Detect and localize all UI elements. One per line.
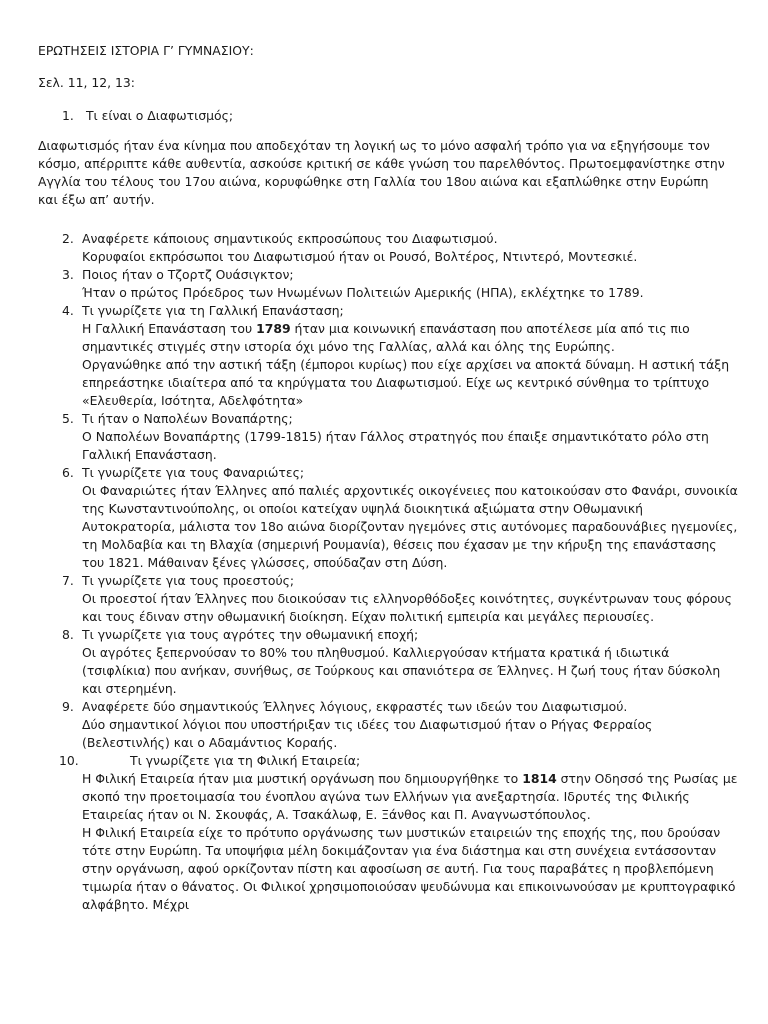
question-number: 8.	[62, 627, 74, 642]
answer-text: Οι αγρότες ξεπερνούσαν το 80% του πληθυσμού. Καλλιεργούσαν κτήματα κρατικά ή ιδιωτικά (τσιφλίκια) που ανήκαν, συνήθως, σε Τούρκους και σπανιότερα σε Έλληνες. Η ζωή τους ήταν δύσκολη και στερημένη.	[82, 645, 721, 696]
question-1	[62, 107, 233, 125]
question-number: 10.	[59, 753, 79, 768]
answer-year-bold: 1814	[522, 771, 557, 786]
answer-text	[82, 770, 738, 824]
list-item-q2	[38, 230, 738, 266]
list-item-q10	[38, 752, 738, 914]
question-list	[38, 230, 738, 914]
list-item-q4	[38, 302, 738, 410]
question-text: Τι είναι ο Διαφωτισμός;	[85, 108, 234, 123]
question-number: 3.	[62, 267, 74, 282]
answer-text: Οι Φαναριώτες ήταν Έλληνες από παλιές αρχοντικές οικογένειες που κατοικούσαν στο Φανάρι, συνοικία της Κωνσταντινούπολης, οι οποίοι κατείχαν υψηλά διοικητικά αξιώματα στην Οθωμανική Αυτοκρατορία, μάλιστα τον 18ο αιώνα διορίζονταν ηγεμόνες στις αυτόνομες παραδουνάβιες ηγεμονίες, τη Μολδαβία και τη Βλαχία (σημερινή Ρουμανία), θέσεις που έχασαν με την κήρυξη της επανάστασης του 1821. Μάθαιναν ξένες γλώσσες, σπούδαζαν στη Δύση.	[82, 483, 738, 570]
answer-text	[82, 320, 738, 356]
page-reference: Σελ. 11, 12, 13:	[38, 75, 135, 90]
list-item-q8	[38, 626, 738, 698]
question-number: 4.	[62, 303, 74, 318]
question-number: 1.	[62, 108, 74, 123]
answer-text: Ο Ναπολέων Βοναπάρτης (1799-1815) ήταν Γάλλος στρατηγός που έπαιξε σημαντικότατο ρόλο στη Γαλλική Επανάσταση.	[82, 429, 709, 462]
list-item-q6	[38, 464, 738, 572]
answer-text-part: Η Γαλλική Επανάσταση του	[82, 321, 257, 336]
question-text: Τι γνωρίζετε για τους Φαναριώτες;	[82, 465, 305, 480]
document-title: ΕΡΩΤΗΣΕΙΣ ΙΣΤΟΡΙΑ Γ’ ΓΥΜΝΑΣΙΟΥ:	[38, 43, 254, 58]
question-number: 9.	[62, 699, 74, 714]
answer-text: Δύο σημαντικοί λόγιοι που υποστήριξαν τις ιδέες του Διαφωτισμού ήταν ο Ρήγας Φερραίος (Βελεστινλής) και ο Αδαμάντιος Κοραής.	[82, 717, 653, 750]
question-text: Τι ήταν ο Ναπολέων Βοναπάρτης;	[82, 411, 293, 426]
list-item-q9	[38, 698, 738, 752]
list-item-q5	[38, 410, 738, 464]
question-number: 2.	[62, 231, 74, 246]
answer-text-part: ήταν μια κοινωνική επανάσταση που αποτέλεσε μία από τις πιο σημαντικές στιγμές στην ιστορία όχι μόνο της Γαλλίας, αλλά και όλης της Ευρώπης.	[82, 321, 690, 354]
answer-text: Η Φιλική Εταιρεία είχε το πρότυπο οργάνωσης των μυστικών εταιρειών της εποχής της, που δρούσαν τότε στην Ευρώπη. Τα υποψήφια μέλη δοκιμάζονταν για ένα διάστημα και στη συνέχεια εντάσσονταν στην οργάνωση, αφού ορκίζονταν πίστη και αφοσίωση σε αυτή. Για τους παραβάτες η προβλεπόμενη τιμωρία ήταν ο θάνατος. Οι Φιλικοί χρησιμοποιούσαν ψευδώνυμα και επικοινωνούσαν με κρυπτογραφικό αλφάβητο. Μέχρι	[82, 825, 736, 912]
question-text: Τι γνωρίζετε για τους προεστούς;	[82, 573, 295, 588]
question-text: Αναφέρετε κάποιους σημαντικούς εκπροσώπους του Διαφωτισμού.	[82, 231, 498, 246]
answer-text: Οι προεστοί ήταν Έλληνες που διοικούσαν τις ελληνορθόδοξες κοινότητες, συγκέντρωναν τους φόρους και τους έδιναν στην οθωμανική διοίκηση. Είχαν πολιτική εμπειρία και μεγάλες περιουσίες.	[82, 591, 732, 624]
question-text: Τι γνωρίζετε για τους αγρότες την οθωμανική εποχή;	[82, 627, 419, 642]
answer-text: Κορυφαίοι εκπρόσωποι του Διαφωτισμού ήταν οι Ρουσό, Βολτέρος, Ντιντερό, Μοντεσκιέ.	[82, 249, 638, 264]
answer-text-part: στην Οδησσό της Ρωσίας με σκοπό την προετοιμασία του ένοπλου αγώνα των Ελλήνων για ανεξαρτησία. Ιδρυτές της Φιλικής Εταιρείας ήταν οι Ν. Σκουφάς, Α. Τσακάλωφ, Ε. Ξάνθος και Π. Αναγνωστόπουλος.	[82, 771, 738, 822]
answer-text: Οργανώθηκε από την αστική τάξη (έμποροι κυρίως) που είχε αρχίσει να αποκτά δύναμη. Η αστική τάξη επηρεάστηκε ιδιαίτερα από τα κηρύγματα του Διαφωτισμού. Είχε ως κεντρικό σύνθημα το τρίπτυχο «Ελευθερία, Ισότητα, Αδελφότητα»	[82, 357, 730, 408]
list-item-q7	[38, 572, 738, 626]
question-number: 6.	[62, 465, 74, 480]
question-text: Αναφέρετε δύο σημαντικούς Έλληνες λόγιους, εκφραστές των ιδεών του Διαφωτισμού.	[82, 699, 628, 714]
answer-text-part: Η Φιλική Εταιρεία ήταν μια μυστική οργάνωση που δημιουργήθηκε το	[82, 771, 523, 786]
question-text: Τι γνωρίζετε για τη Φιλική Εταιρεία;	[130, 753, 361, 768]
answer-year-bold: 1789	[256, 321, 291, 336]
answer-1: Διαφωτισμός ήταν ένα κίνημα που αποδεχόταν τη λογική ως το μόνο ασφαλή τρόπο για να εξηγήσουμε τον κόσμο, απέρριπτε κάθε αυθεντία, ασκούσε κριτική σε κάθε γνώση του παρελθόντος. Πρωτοεμφανίστηκε στην Αγγλία του τέλους του 17ου αιώνα, κορυφώθηκε στη Γαλλία του 18ου αιώνα και εξαπλώθηκε στην Ευρώπη και έξω απ’ αυτήν.	[38, 138, 725, 207]
question-text: Τι γνωρίζετε για τη Γαλλική Επανάσταση;	[82, 303, 344, 318]
question-number: 5.	[62, 411, 74, 426]
question-number: 7.	[62, 573, 74, 588]
answer-text: Ήταν ο πρώτος Πρόεδρος των Ηνωμένων Πολιτειών Αμερικής (ΗΠΑ), εκλέχτηκε το 1789.	[82, 285, 644, 300]
list-item-q3	[38, 266, 738, 302]
question-text: Ποιος ήταν ο Τζορτζ Ουάσιγκτον;	[82, 267, 294, 282]
